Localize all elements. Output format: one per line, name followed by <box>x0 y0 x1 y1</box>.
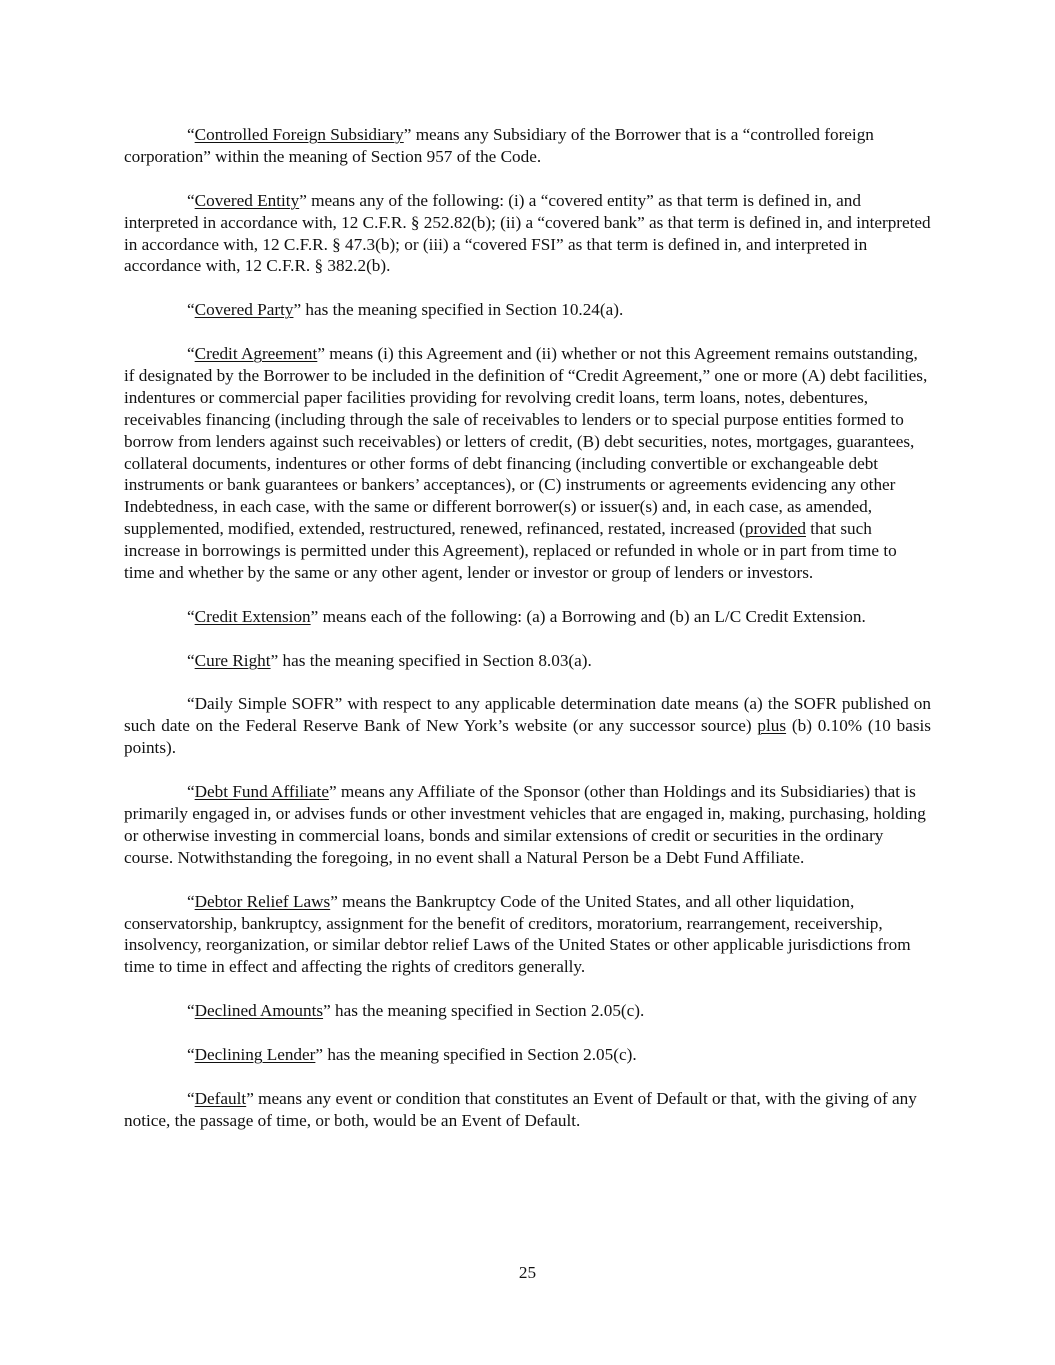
defined-term: Credit Extension <box>194 606 311 626</box>
emphasis-provided: provided <box>744 519 806 539</box>
definition-text: means (i) this Agreement and (ii) whether or not this Agreement remains outstanding, if designated by the Borrower to be included in the definition of “Credit Agreement,” one or more (A) debt facilities, indentures or commercial paper facilities providing for revolving credit loans, term loans, notes, debentures, receivables financing (including through the sale of receivables to lenders or to special purpose entities formed to borrow from lenders against such receivables) or letters of credit, (B) debt securities, notes, mortgages, guarantees, collateral documents, indentures or other forms of debt financing (including convertible or exchangeable debt instruments or bank guarantees or bankers’ acceptances), or (C) instruments or agreements evidencing any other Indebtedness, in each case, with the same or different borrower(s) or issuer(s) and, in each case, as amended, supplemented, modified, extended, restructured, renewed, refinanced, restated, increased ( <box>124 344 928 539</box>
definition-text: means any Subsidiary of the Borrower that is a “controlled foreign corporation” within the meaning of Section 957 of the Code. <box>124 125 874 166</box>
definition-text: has the meaning specified in Section 2.05(c). <box>323 1044 637 1064</box>
definition-declined-amounts: “Declined Amounts” has the meaning specified in Section 2.05(c). <box>187 1001 645 1021</box>
page-number: 25 <box>518 1263 537 1282</box>
definition-covered-party: “Covered Party” has the meaning specified in Section 10.24(a). <box>187 300 624 320</box>
definition-text: means the Bankruptcy Code of the United States, and all other liquidation, conservatorship, bankruptcy, assignment for the benefit of creditors, moratorium, rearrangement, receivership, insolvency, reorganization, or similar debtor relief Laws of the United States or other applicable jurisdictions from time to time in effect and affecting the rights of creditors generally. <box>124 891 911 977</box>
definition-credit-extension: “Credit Extension” means each of the following: (a) a Borrowing and (b) an L/C Credit Extension. <box>187 606 866 626</box>
definition-debtor-relief-laws: “Debtor Relief Laws” means the Bankruptcy Code of the United States, and all other liquidation, conservatorship, bankruptcy, assignment for the benefit of creditors, moratorium, rearrangement, receivership, insolvency, reorganization, or similar debtor relief Laws of the United States or other applicable jurisdictions from time to time in effect and affecting the rights of creditors generally. <box>124 891 911 977</box>
definition-text-continued: (b) 0.10% (10 basis points). <box>124 716 931 758</box>
definition-credit-agreement: “Credit Agreement” means (i) this Agreement and (ii) whether or not this Agreement remains outstanding, if designated by the Borrower to be included in the definition of “Credit Agreement,” one or more (A) debt facilities, indentures or commercial paper facilities providing for revolving credit loans, term loans, notes, debentures, receivables financing (including through the sale of receivables to lenders or to special purpose entities formed to borrow from lenders against such receivables) or letters of credit, (B) debt securities, notes, mortgages, guarantees, collateral documents, indentures or other forms of debt financing (including convertible or exchangeable debt instruments or bank guarantees or bankers’ acceptances), or (C) instruments or agreements evidencing any other Indebtedness, in each case, with the same or different borrower(s) or issuer(s) and, in each case, as amended, supplemented, modified, extended, restructured, renewed, refinanced, restated, increased (provided that such increase in borrowings is permitted under this Agreement), replaced or refunded in whole or in part from time to time and whether by the same or any other agent, lender or investor or group of lenders or investors. <box>124 344 928 583</box>
definition-text: has the meaning specified in Section 2.05(c). <box>330 1001 645 1021</box>
defined-term: Cure Right <box>194 650 271 670</box>
definition-daily-simple-sofr: “Daily Simple SOFR” with respect to any applicable determination date means (a) the SOFR published on such date on the Federal Reserve Bank of New York’s website (or any successor source) plus (b) 0.10% (10 basis points). <box>124 694 931 758</box>
defined-term: Declining Lender <box>194 1044 316 1064</box>
defined-term: Declined Amounts <box>194 1001 324 1021</box>
defined-term: Debt Fund Affiliate <box>194 782 329 802</box>
defined-term: Covered Entity <box>194 190 300 210</box>
defined-term: Controlled Foreign Subsidiary <box>194 125 404 144</box>
definition-text: means any Affiliate of the Sponsor (other than Holdings and its Subsidiaries) that is primarily engaged in, or advises funds or other investment vehicles that are engaged in, making, purchasing, holding or otherwise investing in commercial loans, bonds and similar extensions of credit or securities in the ordinary course. Notwithstanding the foregoing, in no event shall a Natural Person be a Debt Fund Affiliate. <box>124 782 926 867</box>
definition-declining-lender: “Declining Lender” has the meaning specified in Section 2.05(c). <box>187 1044 637 1064</box>
definitions-list <box>124 124 931 1153</box>
definition-text-continued: that such increase in borrowings is permitted under this Agreement), replaced or refunded in whole or in part from time to time and whether by the same or any other agent, lender or investor or group of lenders or investors. <box>124 519 897 583</box>
definition-text: means any of the following: (i) a “covered entity” as that term is defined in, and interpreted in accordance with, 12 C.F.R. § 252.82(b); (ii) a “covered bank” as that term is defined in, and interpreted in accordance with, 12 C.F.R. § 47.3(b); or (iii) a “covered FSI” as that term is defined in, and interpreted in accordance with, 12 C.F.R. § 382.2(b). <box>124 190 931 276</box>
definition-cure-right: “Cure Right” has the meaning specified in Section 8.03(a). <box>187 650 592 670</box>
definition-text: has the meaning specified in Section 10.24(a). <box>301 300 624 320</box>
defined-term: Default <box>194 1088 247 1108</box>
defined-term: Credit Agreement <box>194 344 318 364</box>
definition-text: means each of the following: (a) a Borrowing and (b) an L/C Credit Extension. <box>318 606 866 626</box>
definition-text: with respect to any applicable determination date means (a) the SOFR published on such date on the Federal Reserve Bank of New York’s website (or any successor source) <box>124 694 931 736</box>
defined-term: Debtor Relief Laws <box>194 891 331 911</box>
definition-covered-entity: “Covered Entity” means any of the following: (i) a “covered entity” as that term is defined in, and interpreted in accordance with, 12 C.F.R. § 252.82(b); (ii) a “covered bank” as that term is defined in, and interpreted in accordance with, 12 C.F.R. § 47.3(b); or (iii) a “covered FSI” as that term is defined in, and interpreted in accordance with, 12 C.F.R. § 382.2(b). <box>124 190 931 276</box>
defined-term: Daily Simple SOFR <box>194 694 335 714</box>
emphasis-plus: plus <box>757 716 787 736</box>
definition-controlled-foreign-subsidiary: “Controlled Foreign Subsidiary” means any Subsidiary of the Borrower that is a “controlled foreign corporation” within the meaning of Section 957 of the Code. <box>124 125 874 166</box>
defined-term: Covered Party <box>194 300 294 320</box>
definition-debt-fund-affiliate: “Debt Fund Affiliate” means any Affiliate of the Sponsor (other than Holdings and its Subsidiaries) that is primarily engaged in, or advises funds or other investment vehicles that are engaged in, making, purchasing, holding or otherwise investing in commercial loans, bonds and similar extensions of credit or securities in the ordinary course. Notwithstanding the foregoing, in no event shall a Natural Person be a Debt Fund Affiliate. <box>124 782 926 867</box>
definition-default: “Default” means any event or condition that constitutes an Event of Default or that, with the giving of any notice, the passage of time, or both, would be an Event of Default. <box>124 1088 917 1130</box>
definition-text: has the meaning specified in Section 8.03(a). <box>278 650 592 670</box>
definition-text: means any event or condition that constitutes an Event of Default or that, with the giving of any notice, the passage of time, or both, would be an Event of Default. <box>124 1088 917 1130</box>
